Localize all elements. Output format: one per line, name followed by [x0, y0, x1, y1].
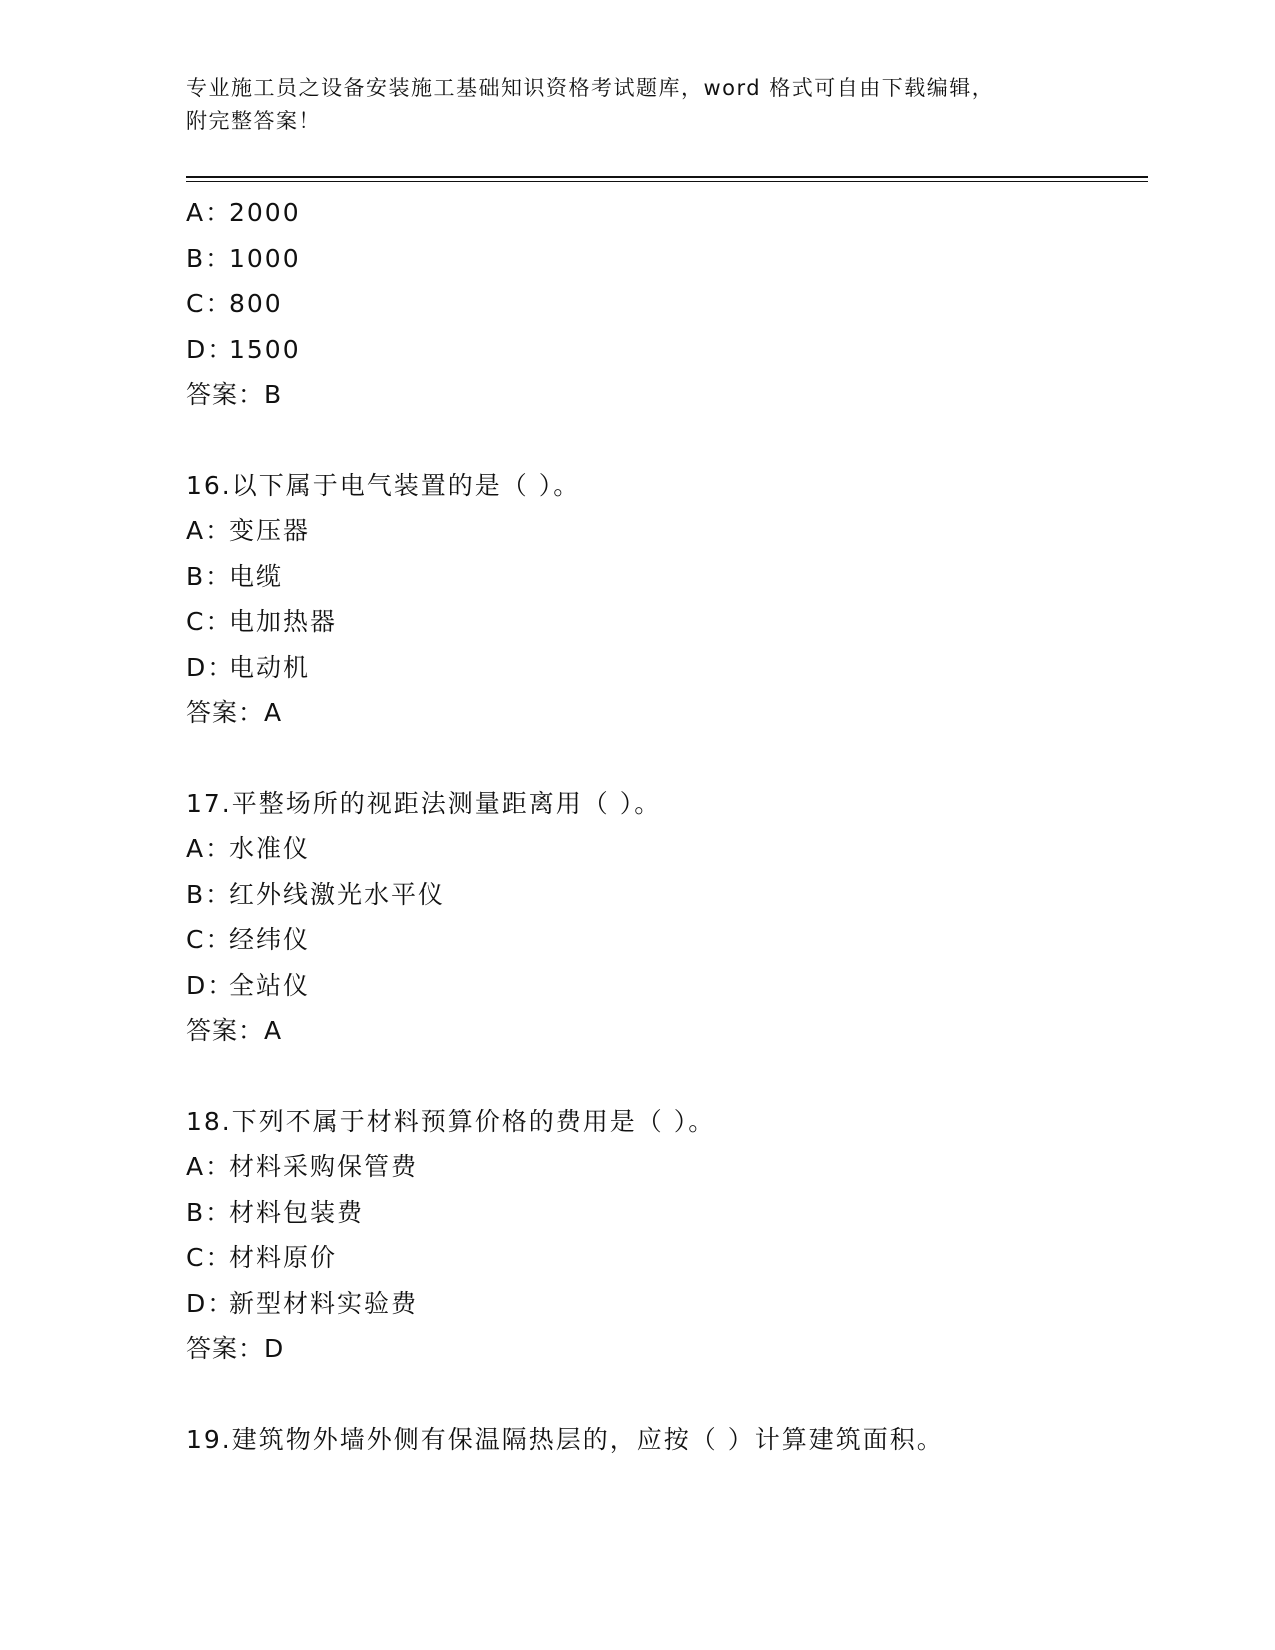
option-prefix: B：	[186, 243, 233, 273]
option-prefix: D：	[186, 1288, 235, 1318]
answer-line: 答案：B	[186, 380, 283, 409]
question-19-block	[186, 1417, 1146, 1463]
option-text: 变压器	[229, 516, 311, 545]
option-prefix: B：	[186, 1197, 233, 1227]
question-15-block	[186, 190, 1146, 418]
option-prefix: B：	[186, 879, 233, 909]
option-text: 红外线激光水平仪	[229, 879, 446, 909]
option-prefix: B：	[186, 561, 233, 591]
option-b	[186, 872, 1146, 918]
spacer	[186, 1054, 1146, 1099]
option-text: 电缆	[229, 561, 284, 591]
spacer	[186, 736, 1146, 781]
option-d	[186, 963, 1146, 1009]
option-c	[186, 917, 1146, 963]
question-18-block	[186, 1099, 1146, 1372]
option-a	[186, 826, 1146, 872]
option-text: 材料包装费	[229, 1197, 365, 1227]
option-prefix: A：	[186, 1152, 233, 1181]
option-text: 材料采购保管费	[229, 1152, 419, 1181]
option-text: 800	[229, 289, 283, 318]
option-a	[186, 1144, 1146, 1190]
option-prefix: D：	[186, 970, 235, 1000]
option-text: 1000	[229, 243, 301, 273]
option-text: 材料原价	[229, 1243, 338, 1272]
question-stem: 19.建筑物外墙外侧有保温隔热层的，应按（ ）计算建筑面积。	[186, 1424, 944, 1454]
document-header	[186, 72, 1066, 138]
option-b	[186, 1190, 1146, 1236]
option-prefix: A：	[186, 834, 233, 863]
spacer	[186, 418, 1146, 463]
option-text: 水准仪	[229, 834, 311, 863]
option-d	[186, 645, 1146, 691]
option-text: 新型材料实验费	[229, 1288, 419, 1318]
header-divider-thin	[186, 181, 1148, 182]
question-17-block	[186, 781, 1146, 1054]
question-16-block	[186, 463, 1146, 736]
option-text: 全站仪	[229, 970, 311, 1000]
option-a	[186, 190, 1146, 236]
answer-line: 答案：D	[186, 1334, 285, 1363]
answer-line: 答案：A	[186, 698, 283, 727]
option-prefix: A：	[186, 516, 233, 545]
option-c	[186, 1235, 1146, 1281]
option-prefix: A：	[186, 198, 233, 227]
option-text: 电加热器	[229, 607, 338, 636]
option-prefix: C：	[186, 925, 233, 954]
option-b	[186, 236, 1146, 282]
question-stem: 16.以下属于电气装置的是（ ）。	[186, 470, 581, 500]
option-c	[186, 281, 1146, 327]
option-b	[186, 554, 1146, 600]
option-text: 经纬仪	[229, 925, 311, 954]
header-divider-thick	[186, 176, 1148, 178]
spacer	[186, 1372, 1146, 1417]
option-d	[186, 327, 1146, 373]
option-c	[186, 599, 1146, 645]
option-d	[186, 1281, 1146, 1327]
question-stem: 18.下列不属于材料预算价格的费用是（ ）。	[186, 1106, 716, 1136]
header-line-2: 附完整答案！	[186, 109, 321, 133]
option-text: 2000	[229, 198, 301, 227]
option-prefix: D：	[186, 652, 235, 682]
question-stem: 17.平整场所的视距法测量距离用（ ）。	[186, 788, 662, 818]
option-prefix: D：	[186, 334, 235, 364]
option-prefix: C：	[186, 1243, 233, 1272]
option-prefix: C：	[186, 607, 233, 636]
option-text: 1500	[229, 334, 301, 364]
option-prefix: C：	[186, 289, 233, 318]
header-line-1: 专业施工员之设备安装施工基础知识资格考试题库，word 格式可自由下载编辑，	[186, 76, 995, 100]
option-text: 电动机	[229, 652, 311, 682]
answer-line: 答案：A	[186, 1016, 283, 1045]
option-a	[186, 508, 1146, 554]
question-list	[186, 190, 1146, 1462]
